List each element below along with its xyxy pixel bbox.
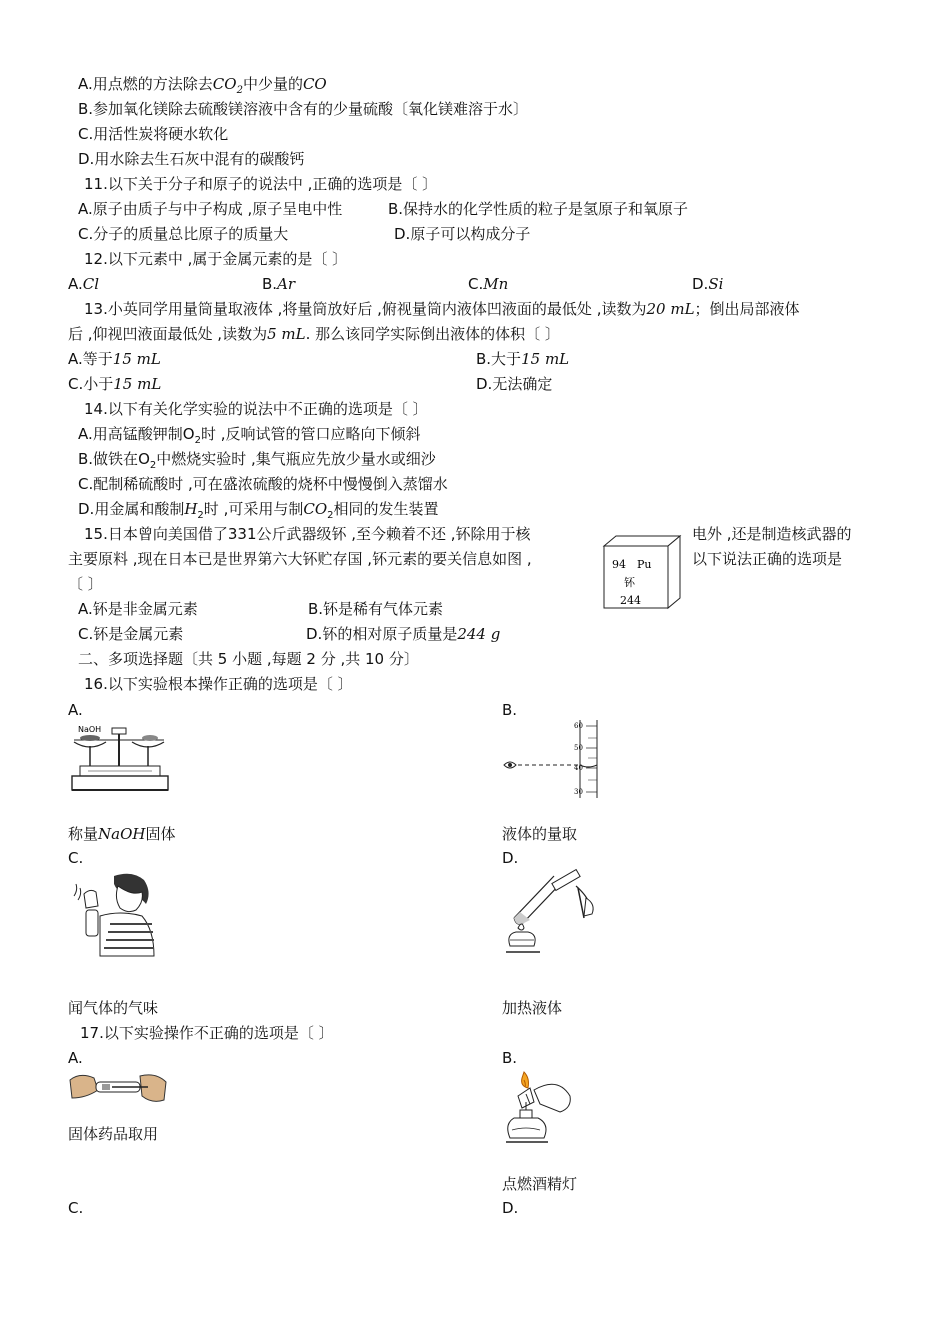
smell-gas-figure [70, 870, 160, 958]
q12-option-b: B.Ar [262, 275, 296, 293]
q14-option-c: C.配制稀硫酸时 ,可在盛浓硫酸的烧杯中慢慢倒入蒸馏水 [78, 475, 448, 493]
q15-stem-line3: 〔 〕 [68, 575, 103, 593]
q16-label-d: D. [502, 849, 519, 867]
q16-caption-a: 称量NaOH固体 [68, 825, 176, 843]
q11-option-a: A.原子由质子与中子构成 ,原子呈电中性 [78, 200, 343, 218]
q11-stem: 11.以下关于分子和原子的说法中 ,正确的选项是〔 〕 [84, 175, 438, 193]
q17-label-c: C. [68, 1199, 84, 1217]
q12-option-c: C.Mn [468, 275, 509, 293]
element-card-number: 94 [612, 558, 626, 571]
q16-stem: 16.以下实验根本操作正确的选项是〔 〕 [84, 675, 353, 693]
balance-scale-figure [68, 720, 170, 794]
q12-option-a: A.Cl [68, 275, 100, 293]
q10-option-c: C.用活性炭将硬水软化 [78, 125, 229, 143]
q13-option-d: D.无法确定 [476, 375, 553, 393]
q15-option-c: C.钚是金属元素 [78, 625, 184, 643]
q11-option-b: B.保持水的化学性质的粒子是氢原子和氧原子 [388, 200, 689, 218]
q17-label-d: D. [502, 1199, 519, 1217]
alcohol-lamp-figure [500, 1068, 580, 1148]
q16-caption-d: 加热液体 [502, 999, 563, 1017]
q15-option-a: A.钚是非金属元素 [78, 600, 198, 618]
graduated-cylinder-figure [500, 718, 604, 800]
element-card-figure [600, 530, 682, 610]
q10-option-b: B.参加氧化镁除去硫酸镁溶液中含有的少量硫酸〔氧化镁难溶于水〕 [78, 100, 529, 118]
q10-option-a: A.用点燃的方法除去$CO_2$中少量的CO [78, 75, 327, 96]
q10-option-d: D.用水除去生石灰中混有的碳酸钙 [78, 150, 305, 168]
q11-option-d: D.原子可以构成分子 [394, 225, 531, 243]
q13-option-b: B.大于15 mL [476, 350, 570, 368]
q14-option-b: B.做铁在$O_2$中燃烧实验时 ,集气瓶应先放少量水或细沙 [78, 450, 436, 471]
q16-caption-c: 闻气体的气味 [68, 999, 159, 1017]
q13-option-a: A.等于15 mL [68, 350, 161, 368]
heating-liquid-figure [500, 868, 600, 958]
q14-option-d: D.用金属和酸制$H_2$时 ,可采用与制$CO_2$相同的发生装置 [78, 500, 439, 521]
q17-caption-a: 固体药品取用 [68, 1125, 159, 1143]
q16-caption-b: 液体的量取 [502, 825, 578, 843]
balance-label: NaOH [78, 725, 102, 734]
q15-stem-line2: 主要原料 ,现在日本已是世界第六大钚贮存国 ,钚元素的要关信息如图 , [68, 550, 532, 568]
cylinder-tick-30: 30 [574, 788, 583, 796]
element-card-name: 钚 [624, 576, 635, 589]
q17-caption-b: 点燃酒精灯 [502, 1175, 578, 1193]
q15-stem-line2-right: 以下说法正确的选项是 [692, 550, 843, 568]
q11-option-c: C.分子的质量总比原子的质量大 [78, 225, 289, 243]
section2-title: 二、多项选择题〔共 5 小题 ,每题 2 分 ,共 10 分〕 [78, 650, 419, 668]
q13-option-c: C.小于15 mL [68, 375, 162, 393]
q16-label-a: A. [68, 701, 83, 719]
q13-stem-line1: 13.小英同学用量筒量取液体 ,将量筒放好后 ,俯视量筒内液体凹液面的最低处 ,读数为20 mL；倒出局部液体 [84, 300, 800, 318]
q15-stem-line1: 15.日本曾向美国借了331公斤武器级钚 ,至今赖着不还 ,钚除用于核 [84, 525, 531, 543]
q16-label-b: B. [502, 701, 518, 719]
q16-label-c: C. [68, 849, 84, 867]
cylinder-tick-50: 50 [574, 744, 583, 752]
q15-option-b: B.钚是稀有气体元素 [308, 600, 444, 618]
element-card-symbol: Pu [637, 558, 652, 571]
q14-option-a: A.用高锰酸钾制$O_2$时 ,反响试管的管口应略向下倾斜 [78, 425, 421, 446]
q12-stem: 12.以下元素中 ,属于金属元素的是〔 〕 [84, 250, 348, 268]
q14-stem: 14.以下有关化学实验的说法中不正确的选项是〔 〕 [84, 400, 428, 418]
q12-option-d: D.Si [692, 275, 724, 293]
q17-stem: 17.以下实验操作不正确的选项是〔 〕 [80, 1024, 334, 1042]
q13-stem-line2: 后 ,仰视凹液面最低处 ,读数为5 mL. 那么该同学实际倒出液体的体积〔 〕 [68, 325, 560, 343]
q17-label-b: B. [502, 1049, 518, 1067]
cylinder-tick-40: 40 [574, 764, 583, 772]
element-card-mass: 244 [620, 594, 641, 607]
q15-stem-line1-right: 电外 ,还是制造核武器的 [692, 525, 852, 543]
q15-option-d: D.钚的相对原子质量是244 g [306, 625, 501, 643]
cylinder-tick-60: 60 [574, 722, 583, 730]
solid-reagent-figure [68, 1068, 168, 1108]
q17-label-a: A. [68, 1049, 83, 1067]
